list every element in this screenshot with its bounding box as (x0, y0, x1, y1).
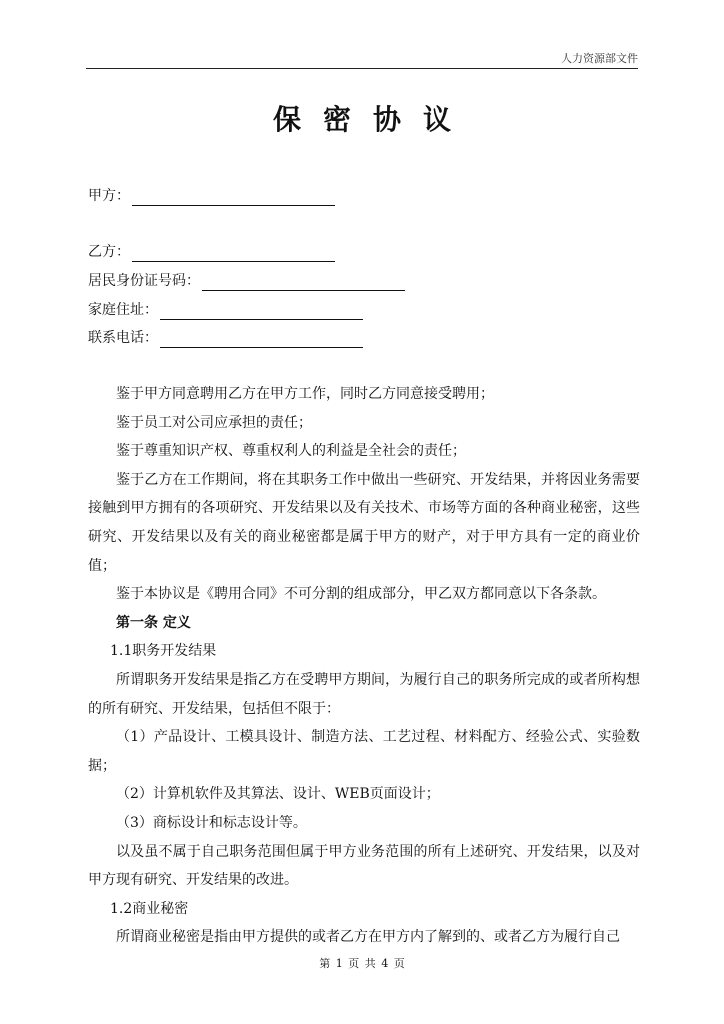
party-b-label: 乙方： (88, 244, 130, 260)
phone-blank (160, 332, 363, 348)
clause-1-1-item-1: （1）产品设计、工模具设计、制造方法、工艺过程、材料配方、经验公式、实验数据； (88, 729, 640, 774)
page-number-footer: 第 1 页 共 4 页 (319, 957, 405, 970)
phone-label: 联系电话： (88, 330, 158, 346)
id-number-label: 居民身份证号码： (88, 273, 200, 289)
party-b-field (88, 242, 335, 262)
recital-4: 鉴于乙方在工作期间，将在其职务工作中做出一些研究、开发结果，并将因业务需要接触到甲方拥有的各项研究、开发结果以及有关技术、市场等方面的各种商业秘密，这些研究、开发结果以及有关的商业秘密都是属于甲方的财产，对于甲方具有一定的商业价值； (88, 471, 640, 574)
party-b-blank (132, 246, 335, 262)
clause-1-1-item-3: （3）商标设计和标志设计等。 (116, 814, 307, 831)
recital-1: 鉴于甲方同意聘用乙方在甲方工作，同时乙方同意接受聘用； (116, 386, 494, 402)
clause-1-2-intro: 所谓商业秘密是指由甲方提供的或者乙方在甲方内了解到的、或者乙方为履行自己 (116, 929, 620, 946)
document-title: 保密协议 (272, 103, 473, 136)
address-blank (160, 304, 363, 320)
recital-5: 鉴于本协议是《聘用合同》不可分割的组成部分，甲乙双方都同意以下各条款。 (116, 586, 606, 603)
address-label: 家庭住址： (88, 302, 158, 318)
party-a-blank (132, 190, 335, 206)
clause-1-1-item-2: （2）计算机软件及其算法、设计、WEB页面设计； (116, 786, 440, 803)
id-number-field (88, 271, 405, 291)
header-department-label: 人力资源部文件 (561, 52, 638, 65)
id-number-blank (202, 275, 405, 291)
clause-1-1-intro: 所谓职务开发结果是指乙方在受聘甲方期间，为履行自己的职务所完成的或者所构想的所有研究、开发结果，包括但不限于： (88, 671, 640, 717)
party-a-label: 甲方： (88, 188, 130, 204)
recital-3: 鉴于尊重知识产权、尊重权利人的利益是全社会的责任； (116, 443, 466, 460)
clause-1-1-heading: 1.1职务开发结果 (110, 643, 217, 660)
phone-field (88, 328, 363, 348)
address-field (88, 300, 363, 320)
clause-1-1-closing: 以及虽不属于自己职务范围但属于甲方业务范围的所有上述研究、开发结果，以及对甲方现有研究、开发结果的改进。 (88, 843, 640, 889)
party-a-field (88, 186, 335, 206)
header-divider (86, 68, 638, 69)
document-body (88, 380, 640, 952)
article-1-heading: 第一条 定义 (116, 614, 191, 631)
recital-2: 鉴于员工对公司应承担的责任； (116, 414, 312, 431)
clause-1-2-heading: 1.2商业秘密 (110, 900, 189, 917)
